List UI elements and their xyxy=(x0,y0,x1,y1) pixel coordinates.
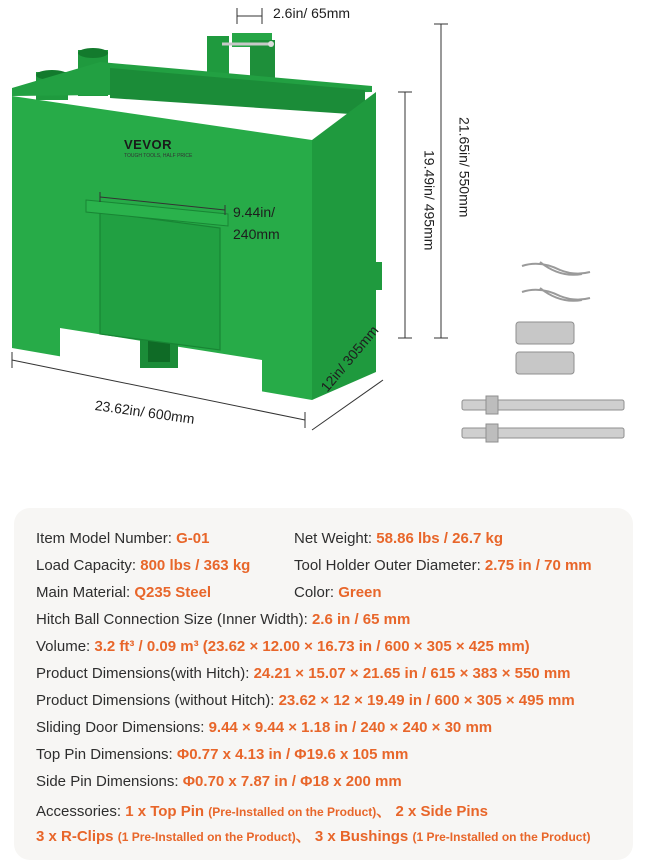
hitch-dimension-line xyxy=(237,8,262,24)
spec-hitch-ball: Hitch Ball Connection Size (Inner Width): 2.6 in / 65 mm xyxy=(36,611,411,628)
bushing-icons xyxy=(516,322,574,374)
box-height-label: 19.49in/ 495mm xyxy=(421,150,438,251)
spec-top-pin: Top Pin Dimensions: Φ0.77 x 4.13 in / Φ19.6 x 105 mm xyxy=(36,746,409,763)
spec-tool-holder: Tool Holder Outer Diameter: 2.75 in / 70 mm xyxy=(294,557,592,574)
spec-sliding-door: Sliding Door Dimensions: 9.44 × 9.44 × 1.18 in / 240 × 240 × 30 mm xyxy=(36,719,493,736)
spec-model-number: Item Model Number: G-01 xyxy=(36,530,210,547)
spec-side-pin: Side Pin Dimensions: Φ0.70 x 7.87 in / Φ18 x 200 mm xyxy=(36,773,402,790)
brand-logo: VEVOR xyxy=(124,137,173,152)
spec-accessories-continued: 3 x R-Clips (1 Pre-Installed on the Product)、 3 x Bushings (1 Pre-Installed on the Product) xyxy=(36,828,591,845)
box-width-label: 23.62in/ 600mm xyxy=(93,397,196,427)
r-clip-icons xyxy=(522,262,590,301)
spec-volume: Volume: 3.2 ft³ / 0.09 m³ (23.62 × 12.00 × 16.73 in / 600 × 305 × 425 mm) xyxy=(36,638,530,655)
brand-tagline: TOUGH TOOLS, HALF PRICE xyxy=(124,153,193,159)
spec-dims-without-hitch: Product Dimensions (without Hitch): 23.62 × 12 × 19.49 in / 600 × 305 × 495 mm xyxy=(36,692,575,709)
spec-material: Main Material: Q235 Steel xyxy=(36,584,212,601)
sliding-door xyxy=(86,200,228,350)
spec-net-weight: Net Weight: 58.86 lbs / 26.7 kg xyxy=(294,530,504,547)
door-width-label: 9.44in/ 240mm xyxy=(233,204,280,242)
spec-load-capacity: Load Capacity: 800 lbs / 363 kg xyxy=(36,557,251,574)
hitch-width-label: 2.6in/ 65mm xyxy=(273,5,351,21)
spec-dims-with-hitch: Product Dimensions(with Hitch): 24.21 × 15.07 × 21.65 in / 615 × 383 × 550 mm xyxy=(36,665,571,682)
overall-height-label: 21.65in/ 550mm xyxy=(456,117,473,218)
spec-accessories: Accessories: 1 x Top Pin (Pre-Installed on the Product)、 2 x Side Pins xyxy=(36,803,489,820)
spec-panel xyxy=(14,508,633,860)
side-pin-icons xyxy=(462,396,624,442)
spec-color: Color: Green xyxy=(294,584,382,601)
box-depth-label: 12in/ 305mm xyxy=(317,322,382,395)
